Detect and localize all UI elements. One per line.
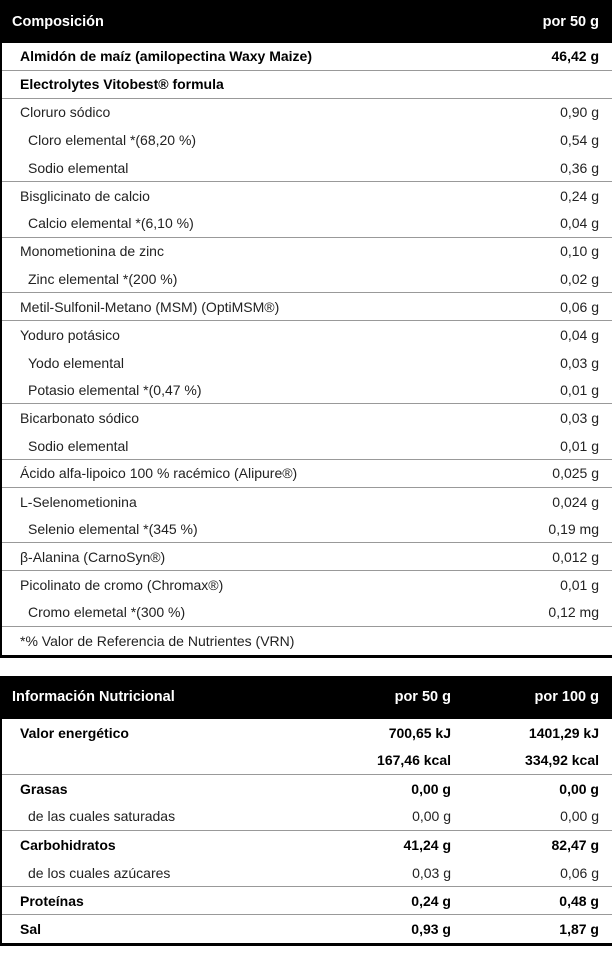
ingredient-value: 0,025 g <box>552 465 599 482</box>
ingredient-label: Electrolytes Vitobest® formula <box>20 76 224 93</box>
nutrition-header <box>0 676 612 719</box>
nutrition-table <box>0 676 612 947</box>
nutrient-row <box>2 831 612 859</box>
table-row <box>2 126 612 154</box>
nutrient-row <box>2 915 612 943</box>
nutrient-value-100g: 1,87 g <box>559 921 599 938</box>
table-row <box>2 543 612 571</box>
nutrient-label: de los cuales azúcares <box>28 864 171 881</box>
table-row <box>2 377 612 405</box>
table-row <box>2 154 612 182</box>
nutrient-value-100g: 0,00 g <box>560 808 599 825</box>
ingredient-label: Cromo elemetal *(300 %) <box>28 604 186 621</box>
table-row <box>2 460 612 488</box>
table-row <box>2 404 612 432</box>
nutrition-title: Información Nutricional <box>12 689 175 706</box>
nutrient-value-50g: 0,93 g <box>411 921 451 938</box>
vrn-footnote-label: *% Valor de Referencia de Nutrientes (VRN) <box>20 632 295 649</box>
table-row <box>2 599 612 627</box>
table-row <box>2 238 612 266</box>
nutrient-value-100g: 1401,29 kJ <box>528 724 599 741</box>
ingredient-label: Yoduro potásico <box>20 326 120 343</box>
nutrient-label: Grasas <box>20 780 68 797</box>
table-row <box>2 43 612 71</box>
ingredient-label: Cloro elemental *(68,20 %) <box>28 132 197 149</box>
ingredient-label: Potasio elemental *(0,47 %) <box>28 381 202 398</box>
ingredient-value: 0,04 g <box>560 215 599 232</box>
nutrient-label: Carbohidratos <box>20 836 116 853</box>
ingredient-label: Picolinato de cromo (Chromax®) <box>20 577 224 594</box>
table-row <box>2 293 612 321</box>
composition-body <box>2 43 612 655</box>
ingredient-value: 0,024 g <box>552 493 599 510</box>
ingredient-value: 0,04 g <box>560 326 599 343</box>
ingredient-label: β-Alanina (CarnoSyn®) <box>20 548 166 565</box>
ingredient-value: 0,19 mg <box>548 520 599 537</box>
ingredient-label: Zinc elemental *(200 %) <box>28 270 178 287</box>
nutrient-value-50g: 0,24 g <box>411 892 451 909</box>
ingredient-label: Selenio elemental *(345 %) <box>28 520 198 537</box>
nutrient-label: Proteínas <box>20 892 84 909</box>
ingredient-label: Sodio elemental <box>28 159 129 176</box>
composition-title: Composición <box>12 13 104 30</box>
ingredient-value: 0,54 g <box>560 132 599 149</box>
ingredient-value: 0,90 g <box>560 104 599 121</box>
ingredient-label: Monometionina de zinc <box>20 243 164 260</box>
nutrient-value-100g: 334,92 kcal <box>525 752 599 769</box>
nutrient-value-100g: 0,00 g <box>559 780 599 797</box>
ingredient-label: Calcio elemental *(6,10 %) <box>28 215 194 232</box>
nutrient-value-50g: 0,00 g <box>411 780 451 797</box>
ingredient-value: 0,36 g <box>560 159 599 176</box>
table-row <box>2 71 612 99</box>
nutrient-label: Sal <box>20 921 42 938</box>
nutrient-value-50g: 167,46 kcal <box>377 752 451 769</box>
ingredient-value: 0,012 g <box>552 548 599 565</box>
per-50g-column-header: por 50 g <box>542 13 599 30</box>
ingredient-label: Sodio elemental <box>28 437 129 454</box>
per-50g-column-header: por 50 g <box>394 689 451 706</box>
ingredient-label: Almidón de maíz (amilopectina Waxy Maize) <box>20 48 312 65</box>
ingredient-label: Ácido alfa-lipoico 100 % racémico (Alipure®) <box>20 465 298 482</box>
ingredient-value: 0,12 mg <box>548 604 599 621</box>
nutrient-row <box>2 775 612 803</box>
table-row <box>2 432 612 460</box>
ingredient-value: 0,06 g <box>560 298 599 315</box>
per-100g-column-header: por 100 g <box>534 689 599 706</box>
table-row <box>2 571 612 599</box>
ingredient-value: 0,03 g <box>560 354 599 371</box>
nutrient-row <box>2 719 612 747</box>
nutrient-value-50g: 0,03 g <box>412 864 451 881</box>
ingredient-label: Metil-Sulfonil-Metano (MSM) (OptiMSM®) <box>20 298 280 315</box>
nutrient-value-50g: 0,00 g <box>412 808 451 825</box>
ingredient-value: 0,01 g <box>560 437 599 454</box>
table-row <box>2 321 612 349</box>
composition-header <box>0 0 612 43</box>
table-row <box>2 99 612 127</box>
table-row <box>2 210 612 238</box>
nutrient-row <box>2 803 612 831</box>
ingredient-value: 0,10 g <box>560 243 599 260</box>
ingredient-label: Cloruro sódico <box>20 104 111 121</box>
nutrient-label: de las cuales saturadas <box>28 808 176 825</box>
table-row <box>2 349 612 377</box>
ingredient-value: 46,42 g <box>551 48 599 65</box>
nutrient-value-100g: 82,47 g <box>551 836 599 853</box>
table-row <box>2 182 612 210</box>
ingredient-label: Yodo elemental <box>28 354 125 371</box>
nutrient-label: Valor energético <box>20 724 129 741</box>
vrn-footnote-row <box>2 627 612 655</box>
nutrition-body <box>2 719 612 944</box>
table-row <box>2 516 612 544</box>
nutrient-value-50g: 41,24 g <box>403 836 451 853</box>
ingredient-value: 0,24 g <box>560 187 599 204</box>
ingredient-value: 0,03 g <box>560 410 599 427</box>
nutrient-row <box>2 887 612 915</box>
ingredient-label: L-Selenometionina <box>20 493 137 510</box>
ingredient-value: 0,01 g <box>560 381 599 398</box>
ingredient-label: Bisglicinato de calcio <box>20 187 150 204</box>
ingredient-value: 0,01 g <box>560 577 599 594</box>
ingredient-value: 0,02 g <box>560 270 599 287</box>
table-row <box>2 488 612 516</box>
nutrient-row <box>2 747 612 775</box>
nutrient-value-50g: 700,65 kJ <box>388 724 451 741</box>
ingredient-label: Bicarbonato sódico <box>20 410 140 427</box>
table-row <box>2 265 612 293</box>
nutrient-value-100g: 0,48 g <box>559 892 599 909</box>
nutrient-row <box>2 859 612 887</box>
nutrient-value-100g: 0,06 g <box>560 864 599 881</box>
